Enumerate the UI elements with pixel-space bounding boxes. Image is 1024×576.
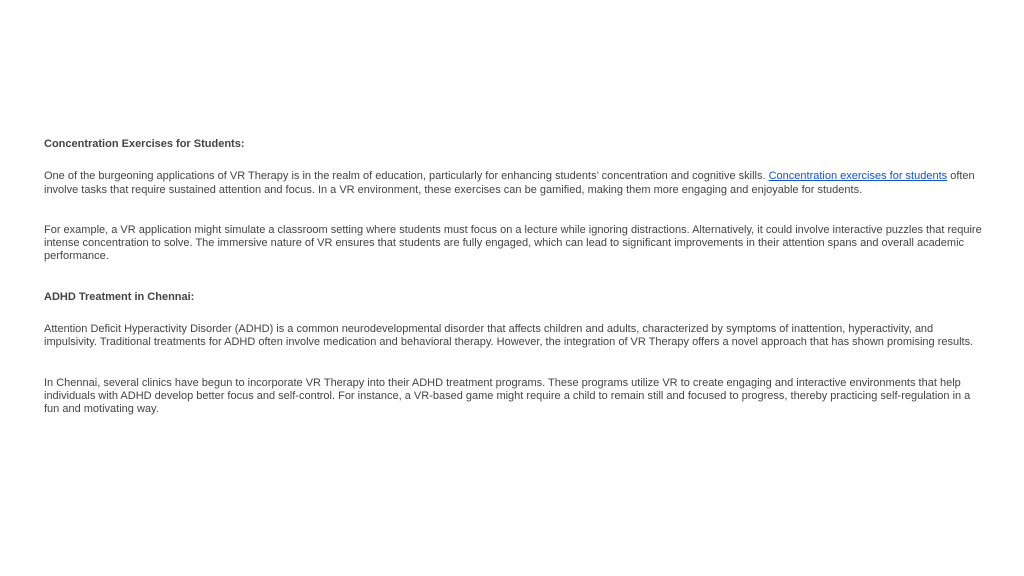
spacer [44,304,984,323]
section-heading-adhd: ADHD Treatment in Chennai: [44,290,195,303]
paragraph-adhd-chennai: In Chennai, several clinics have begun to incorporate VR Therapy into their ADHD treatment programs. These programs utilize VR to create engaging and interactive environments that help individuals with ADHD develop better focus and self-control. For instance, a VR-based game might require a child to remain still and focused to progress, thereby practicing self-regulation in a fun and motivating way. [44,376,971,416]
spacer [44,264,984,291]
section-heading-concentration: Concentration Exercises for Students: [44,138,245,150]
document-body [44,138,984,417]
spacer [44,350,984,377]
paragraph-text: often involve tasks that require sustained attention and focus. In a VR environment, these exercises can be gamified, making them more engaging and enjoyable for students. [44,170,975,196]
concentration-exercises-link[interactable]: Concentration exercises for students [768,170,948,183]
spacer [44,151,984,170]
paragraph-adhd-intro: Attention Deficit Hyperactivity Disorder (ADHD) is a common neurodevelopmental disorder that affects children and adults, characterized by symptoms of inattention, hyperactivity, and impulsivity. Traditional treatments for ADHD often involve medication and behavioral therapy. However, the integration of VR Therapy offers a novel approach that has shown promising results. [44,323,974,349]
paragraph-concentration-example: For example, a VR application might simulate a classroom setting where students must focus on a lecture while ignoring distractions. Alternatively, it could involve interactive puzzles that require intense concentration to solve. The immersive nature of VR ensures that students are fully engaged, which can lead to significant improvements in their attention spans and overall academic performance. [44,223,982,263]
spacer [44,197,984,224]
paragraph-concentration-intro [44,170,984,197]
paragraph-text: One of the burgeoning applications of VR Therapy is in the realm of education, particularly for enhancing students’ concentration and cognitive skills. [44,170,769,183]
